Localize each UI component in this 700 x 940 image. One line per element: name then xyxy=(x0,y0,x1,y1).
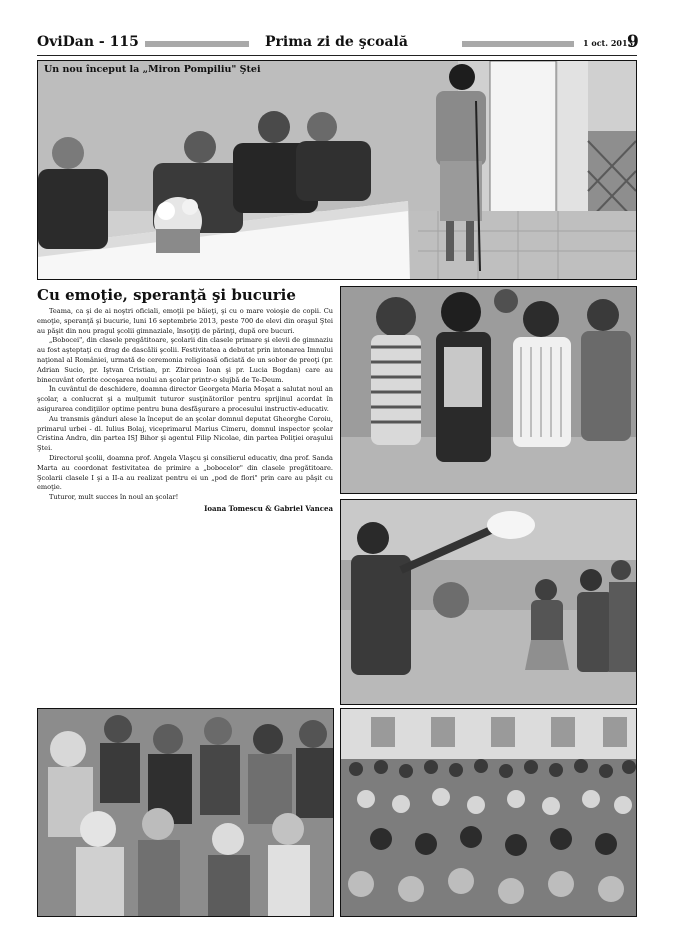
article xyxy=(37,286,333,700)
page-number: 9 xyxy=(627,32,639,52)
publication-name: OviDan - 115 xyxy=(37,34,139,50)
girls-photo xyxy=(340,286,637,494)
article-authors: Ioana Tomescu & Gabriel Vancea xyxy=(204,503,333,513)
crowd-right-photo-image xyxy=(341,709,636,916)
balloon-photo xyxy=(340,499,637,705)
balloon-photo-image xyxy=(341,500,636,704)
article-paragraph: Tuturor, mult succes în noul an şcolar! xyxy=(49,493,179,502)
article-paragraph: „Bobocei", din clasele pregătitoare, şcolarii din clasele primare şi elevii de gimnaziu au fost aşteptaţi cu drag de dascălii şcolii. Festivitatea a debutat prin intonarea Imnului naţional al României, urmată de ceremonia religioasă oficiată de un sobor de preoţi (pr. Adrian Sucio, pr. Iştvan Cristian, pr. Zbircea Ioan şi pr. Lucia Bogdan) care au binecuvânt oferite cocoşarea noului an şcolar printr-o slujbă de Te-Deum. xyxy=(37,336,333,384)
article-title: Cu emoţie, speranţă şi bucurie xyxy=(37,286,296,304)
header-divider xyxy=(37,55,637,56)
issue-date: 1 oct. 2013 xyxy=(583,38,634,48)
article-paragraph: Directorul şcolii, doamna prof. Angela Vlaşcu şi consilierul educativ, dna prof. Sanda Marta au coordonat festivitatea de primire a „bobocelor" din clasele pregătitoare. Şcolarii clasele I şi a II-a au realizat pentru ei un „pod de flori" prin care au păşit cu emoţie. xyxy=(37,453,333,492)
top-photo-caption: Un nou început la „Miron Pompiliu" Ştei xyxy=(44,64,261,75)
top-photo-image xyxy=(38,61,636,279)
section-title: Prima zi de şcoală xyxy=(265,34,408,50)
crowd-left-photo-image xyxy=(38,709,333,916)
header-decor-bar-left xyxy=(145,41,249,47)
article-paragraph: În cuvântul de deschidere, doamna director Georgeta Maria Moşat a salutat noul an şcolar, a conlucrat şi a mulţumit tuturor susţinătorilor pentru sprijinul acordat în asigurarea condiţiilor optime pentru buna desfăşurare a procesului instructiv-educativ. xyxy=(37,385,333,413)
header-decor-bar-right xyxy=(462,41,574,47)
article-body xyxy=(37,307,333,503)
crowd-right-photo xyxy=(340,708,637,917)
top-photo xyxy=(37,60,637,280)
girls-photo-image xyxy=(341,287,636,493)
page-header xyxy=(37,32,637,54)
article-paragraph: Au transmis gânduri alese la început de an şcolar domnul deputat Gheorghe Coroiu, primarul urbei - dl. Iulius Bolaj, viceprimarul Marius Cimeru, domnul inspector şcolar Cristina Andra, din partea ISJ Bihor şi agentul Filip Nicolae, din partea Poliţiei oraşului Ştei. xyxy=(37,414,333,453)
article-paragraph: Teama, ca şi de ai noştri oficiali, emoţii pe băieţi, şi cu o mare voioşie de copii. Cu emoţie, speranţă şi bucurie, luni 16 septembrie 2013, peste 700 de elevi din oraşul Ştei au păşit din nou pragul şcolii gimnaziale, însoţiţi de părinţi, după ore bucuri. xyxy=(37,307,333,335)
crowd-left-photo xyxy=(37,708,334,917)
